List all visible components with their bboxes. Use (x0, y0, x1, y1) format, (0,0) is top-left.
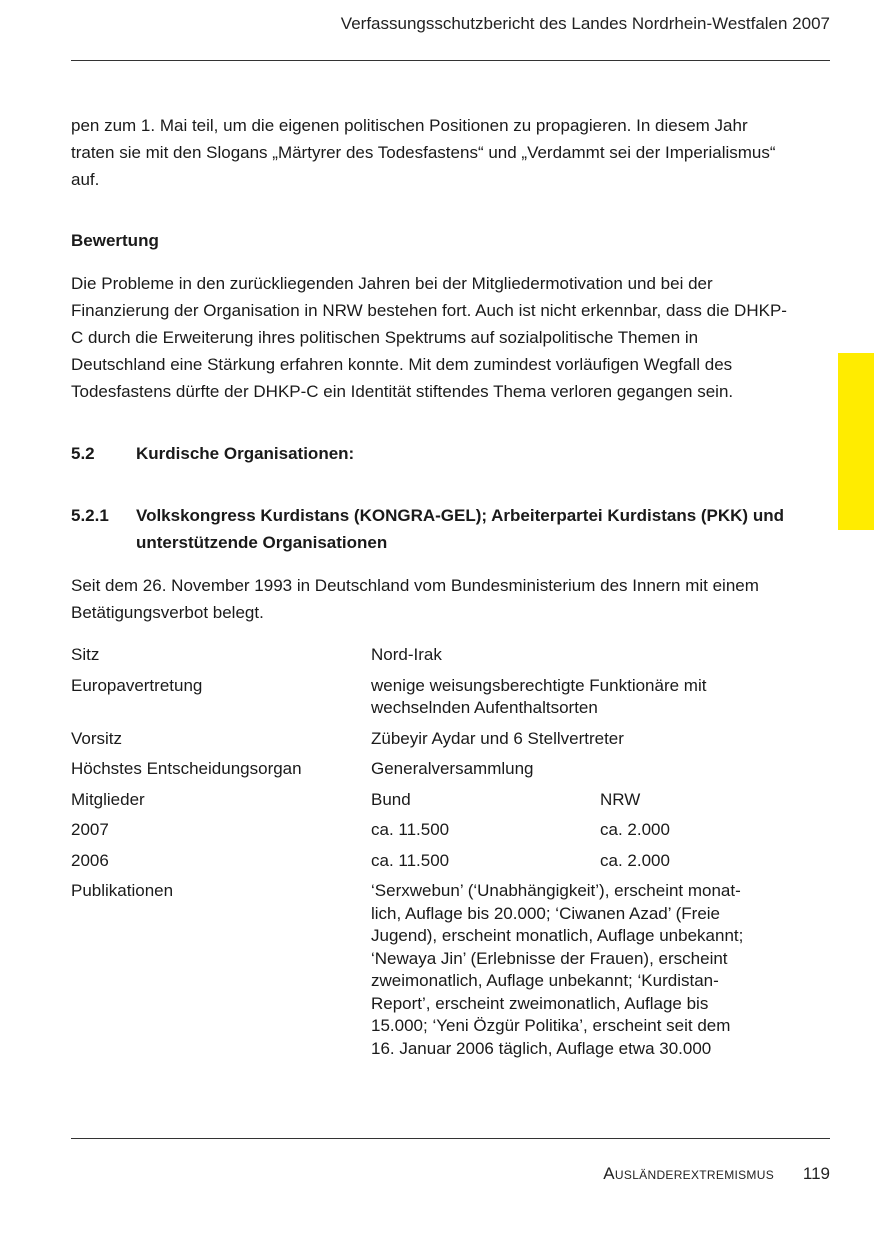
organization-facts-table (71, 644, 791, 1068)
section-5-2-1-heading (71, 502, 791, 556)
year-label: 2007 (71, 820, 109, 839)
table-row (71, 850, 791, 881)
table-row (71, 644, 791, 675)
members-bund: ca. 11.500 (371, 850, 450, 870)
fact-label: Mitglieder (71, 789, 145, 809)
footer-rule (71, 1138, 830, 1139)
header-rule (71, 60, 830, 61)
running-header: Verfassungsschutzbericht des Landes Nordrhein-Westfalen 2007 (340, 14, 830, 33)
table-row (71, 880, 791, 1068)
ban-paragraph: Seit dem 26. November 1993 in Deutschland vom Bundesministerium des Innern mit einem Betätigungsverbot belegt. (71, 576, 759, 622)
fact-value: Zübeyir Aydar und 6 Stellvertreter (371, 728, 624, 748)
members-bund: ca. 11.500 (371, 820, 450, 839)
section-number: 5.2 (71, 444, 95, 463)
table-row (71, 819, 791, 850)
section-title: Volkskongress Kurdistans (KONGRA-GEL); Arbeiterpartei Kurdistans (PKK) und unterstützende Organisationen (136, 506, 784, 552)
fact-label: Höchstes Entscheidungsorgan (71, 759, 302, 778)
page-content (71, 112, 791, 1068)
table-row (71, 789, 791, 820)
bewertung-paragraph: Die Probleme in den zurückliegenden Jahren bei der Mitgliedermotivation und bei der Finanzierung der Organisation in NRW bestehen fort. Auch ist nicht erkennbar, dass die DHKP-C durch die Erweiterung ihres politischen Spektrums auf sozialpolitische Themen in Deutschland eine Stärkung erfahren konnte. Mit dem zumindest vorläufigen Wegfall des Todesfastens dürfte der DHKP-C ein Identität stiftendes Thema verloren gegangen sein. (71, 274, 787, 401)
members-nrw: ca. 2.000 (600, 820, 670, 839)
section-title: Kurdische Organisationen: (136, 444, 355, 463)
fact-value: Nord-Irak (371, 645, 442, 664)
table-row (71, 728, 791, 759)
column-header-bund: Bund (371, 789, 411, 809)
section-number: 5.2.1 (71, 506, 109, 525)
footer-section-title: Ausländerextremismus (603, 1164, 774, 1183)
fact-value: Generalversammlung (371, 759, 534, 778)
chapter-tab-marker (838, 353, 874, 530)
fact-label: Vorsitz (71, 728, 123, 748)
fact-value: wenige weisungsberechtigte Funktionäre mit wechselnden Aufenthaltsorten (371, 675, 707, 717)
fact-label: Publikationen (71, 881, 174, 900)
section-5-2-heading (71, 440, 791, 467)
table-row (71, 758, 791, 789)
fact-label: Sitz (71, 645, 100, 664)
fact-value: ‘Serxwebun’ (‘Unabhängigkeit’), erscheint monatlich, Auflage bis 20.000; ‘Ciwanen Azad’ (Freie Jugend), erscheint monatlich, Auflage unbekannt; ‘Newaya Jin’ (Erlebnisse der Frauen), erscheint zweimonatlich, Auflage unbekannt; ‘Kurdistan-Report’, erscheint zweimonatlich, Auflage bis 15.000; ‘Yeni Özgür Politika’, erscheint seit dem 16. Januar 2006 täglich, Auflage etwa 30.000 (371, 881, 744, 1058)
members-nrw: ca. 2.000 (600, 850, 670, 870)
intro-paragraph: pen zum 1. Mai teil, um die eigenen politischen Positionen zu propagieren. In diesem Jahr traten sie mit den Slogans „Märtyrer des Todesfastens“ und „Verdammt sei der Imperialismus“ auf. (71, 116, 776, 189)
fact-label: Europavertretung (71, 675, 203, 695)
bewertung-heading: Bewertung (71, 231, 159, 250)
table-row (71, 675, 791, 728)
year-label: 2006 (71, 850, 109, 870)
column-header-nrw: NRW (600, 789, 641, 809)
page-number: 119 (802, 1164, 830, 1183)
